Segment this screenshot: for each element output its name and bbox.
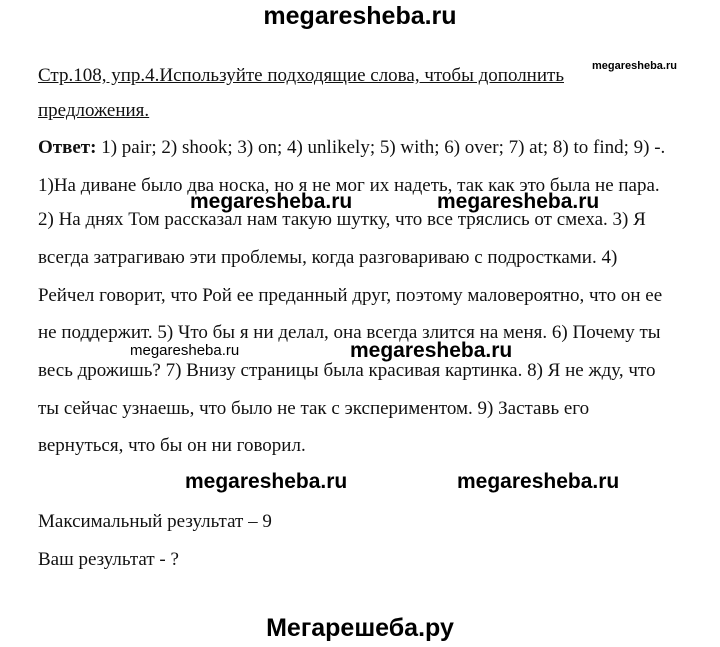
answer-text-line: всегда затрагиваю эти проблемы, когда разговариваю с подростками. 4) [38, 247, 618, 268]
answer-text-line: 1)На диване было два носка, но я не мог их надеть, так как это была не пара. [38, 175, 660, 196]
watermark-mid-small: megaresheba.ru [130, 342, 240, 359]
answer-text-line: вернуться, что бы он ни говорил. [38, 435, 306, 456]
answer-label: Ответ: [38, 137, 97, 158]
answer-text-line: ты сейчас узнаешь, что было не так с экспериментом. 9) Заставь его [38, 398, 590, 419]
answer-text-line: 2) На днях Том рассказал нам такую шутку, что все тряслись от смеха. 3) Я [38, 209, 646, 230]
watermark-row2-b: megaresheba.ru [457, 470, 620, 493]
watermark-top: megaresheba.ru [263, 2, 457, 30]
task-title-line-1: Стр.108, упр.4.Используйте подходящие слова, чтобы дополнить [38, 65, 564, 86]
answer-text-line: не поддержит. 5) Что бы я ни делал, она всегда злится на меня. 6) Почему ты [38, 322, 661, 343]
answer-text-line: Рейчел говорит, что Рой ее преданный друг, поэтому маловероятно, что он ее [38, 285, 663, 306]
answer-line [38, 138, 665, 157]
watermark-mid-big: megaresheba.ru [350, 339, 513, 362]
watermark-row1-a: megaresheba.ru [190, 190, 353, 213]
watermark-bottom: Мегарешеба.ру [266, 614, 454, 642]
max-score: Максимальный результат – 9 [38, 511, 272, 532]
task-title-line-2: предложения. [38, 100, 150, 121]
your-score: Ваш результат - ? [38, 549, 179, 570]
watermark-side: megaresheba.ru [592, 60, 677, 72]
watermark-row2-a: megaresheba.ru [185, 470, 348, 493]
answer-text-line: весь дрожишь? 7) Внизу страницы была красивая картинка. 8) Я не жду, что [38, 360, 656, 381]
answer-keys: 1) pair; 2) shook; 3) on; 4) unlikely; 5) with; 6) over; 7) at; 8) to find; 9) -. [96, 137, 666, 158]
watermark-row1-b: megaresheba.ru [437, 190, 600, 213]
